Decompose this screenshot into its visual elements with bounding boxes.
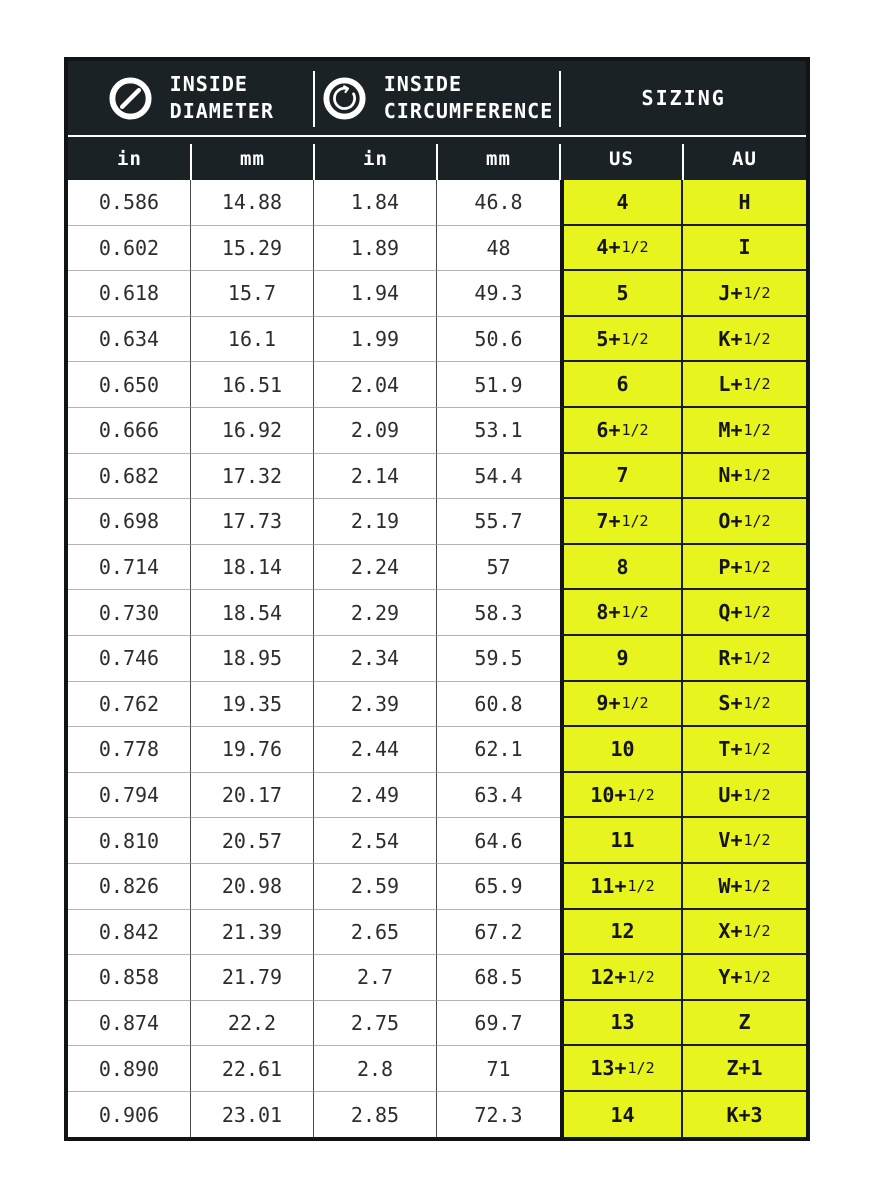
circumference-in-cell: 1.84 bbox=[314, 180, 437, 226]
us-size-cell: 11 bbox=[560, 818, 683, 864]
diameter-in-cell: 0.906 bbox=[68, 1092, 191, 1138]
diameter-in-cell: 0.602 bbox=[68, 226, 191, 272]
us-size-cell: 14 bbox=[560, 1092, 683, 1138]
half-fraction: 1/2 bbox=[621, 694, 649, 713]
diameter-mm-cell: 23.01 bbox=[191, 1092, 314, 1138]
diameter-in-cell: 0.746 bbox=[68, 636, 191, 682]
us-size-cell: 13 bbox=[560, 1001, 683, 1047]
us-size-cell: 8+ 1/2 bbox=[560, 590, 683, 636]
column-header-us: US bbox=[560, 137, 683, 180]
table-row bbox=[68, 590, 806, 636]
diameter-in-cell: 0.874 bbox=[68, 1001, 191, 1047]
table-row bbox=[68, 271, 806, 317]
diameter-mm-cell: 18.14 bbox=[191, 545, 314, 591]
circumference-mm-cell: 54.4 bbox=[437, 454, 560, 500]
diameter-mm-cell: 21.39 bbox=[191, 910, 314, 956]
diameter-mm-cell: 19.76 bbox=[191, 727, 314, 773]
table-row bbox=[68, 499, 806, 545]
au-size-cell: T+ 1/2 bbox=[683, 727, 806, 773]
table-row bbox=[68, 682, 806, 728]
diameter-mm-cell: 19.35 bbox=[191, 682, 314, 728]
us-size-cell: 8 bbox=[560, 545, 683, 591]
us-size-cell: 13+ 1/2 bbox=[560, 1046, 683, 1092]
diameter-mm-cell: 22.2 bbox=[191, 1001, 314, 1047]
diameter-in-cell: 0.650 bbox=[68, 362, 191, 408]
us-size-cell: 9+ 1/2 bbox=[560, 682, 683, 728]
table-header bbox=[68, 61, 806, 180]
au-size-cell: U+ 1/2 bbox=[683, 773, 806, 819]
column-header-diameter-mm: mm bbox=[191, 137, 314, 180]
half-fraction: 1/2 bbox=[627, 785, 655, 804]
table-row bbox=[68, 226, 806, 272]
diameter-mm-cell: 20.98 bbox=[191, 864, 314, 910]
half-fraction: 1/2 bbox=[743, 739, 771, 758]
au-size-cell: I bbox=[683, 226, 806, 272]
au-size-cell: M+ 1/2 bbox=[683, 408, 806, 454]
column-header-row bbox=[68, 137, 806, 180]
half-fraction: 1/2 bbox=[743, 466, 771, 485]
half-fraction: 1/2 bbox=[743, 557, 771, 576]
circumference-in-cell: 2.54 bbox=[314, 818, 437, 864]
au-size-cell: H bbox=[683, 180, 806, 226]
circumference-in-cell: 1.99 bbox=[314, 317, 437, 363]
us-size-cell: 6 bbox=[560, 362, 683, 408]
diameter-in-cell: 0.666 bbox=[68, 408, 191, 454]
us-size-cell: 7+ 1/2 bbox=[560, 499, 683, 545]
column-header-diameter-in: in bbox=[68, 137, 191, 180]
circumference-in-cell: 2.75 bbox=[314, 1001, 437, 1047]
table-row bbox=[68, 636, 806, 682]
table-row bbox=[68, 864, 806, 910]
diameter-in-cell: 0.890 bbox=[68, 1046, 191, 1092]
inside-diameter-label: INSIDE DIAMETER bbox=[169, 72, 274, 123]
au-size-cell: K+3 bbox=[683, 1092, 806, 1138]
circumference-mm-cell: 57 bbox=[437, 545, 560, 591]
diameter-mm-cell: 16.92 bbox=[191, 408, 314, 454]
half-fraction: 1/2 bbox=[743, 420, 771, 439]
table-row bbox=[68, 955, 806, 1001]
au-size-cell: J+ 1/2 bbox=[683, 271, 806, 317]
half-fraction: 1/2 bbox=[621, 238, 649, 257]
circumference-mm-cell: 65.9 bbox=[437, 864, 560, 910]
us-size-cell: 5 bbox=[560, 271, 683, 317]
diameter-mm-cell: 16.51 bbox=[191, 362, 314, 408]
inside-diameter-group bbox=[68, 61, 313, 135]
diameter-in-cell: 0.698 bbox=[68, 499, 191, 545]
diameter-in-cell: 0.634 bbox=[68, 317, 191, 363]
circumference-mm-cell: 67.2 bbox=[437, 910, 560, 956]
circumference-mm-cell: 53.1 bbox=[437, 408, 560, 454]
circumference-mm-cell: 69.7 bbox=[437, 1001, 560, 1047]
diameter-mm-cell: 14.88 bbox=[191, 180, 314, 226]
au-size-cell: X+ 1/2 bbox=[683, 910, 806, 956]
half-fraction: 1/2 bbox=[743, 648, 771, 667]
half-fraction: 1/2 bbox=[743, 603, 771, 622]
column-header-au: AU bbox=[732, 147, 757, 170]
diameter-mm-cell: 17.73 bbox=[191, 499, 314, 545]
us-size-cell: 11+ 1/2 bbox=[560, 864, 683, 910]
circumference-icon bbox=[321, 75, 368, 122]
table-row bbox=[68, 180, 806, 226]
half-fraction: 1/2 bbox=[627, 1059, 655, 1078]
circumference-mm-cell: 62.1 bbox=[437, 727, 560, 773]
sizing-group bbox=[561, 61, 806, 135]
us-size-cell: 4+ 1/2 bbox=[560, 226, 683, 272]
inside-circumference-group bbox=[315, 61, 560, 135]
circumference-mm-cell: 58.3 bbox=[437, 590, 560, 636]
half-fraction: 1/2 bbox=[743, 329, 771, 348]
table-body bbox=[68, 180, 806, 1137]
circumference-in-cell: 2.09 bbox=[314, 408, 437, 454]
circumference-mm-cell: 48 bbox=[437, 226, 560, 272]
half-fraction: 1/2 bbox=[743, 283, 771, 302]
us-size-cell: 10+ 1/2 bbox=[560, 773, 683, 819]
circumference-in-cell: 2.7 bbox=[314, 955, 437, 1001]
circumference-in-cell: 2.24 bbox=[314, 545, 437, 591]
circumference-mm-cell: 68.5 bbox=[437, 955, 560, 1001]
au-size-cell: R+ 1/2 bbox=[683, 636, 806, 682]
table-row bbox=[68, 727, 806, 773]
table-row bbox=[68, 773, 806, 819]
half-fraction: 1/2 bbox=[743, 511, 771, 530]
diameter-in-cell: 0.826 bbox=[68, 864, 191, 910]
diameter-in-cell: 0.794 bbox=[68, 773, 191, 819]
table-row bbox=[68, 454, 806, 500]
table-row bbox=[68, 317, 806, 363]
circumference-mm-cell: 49.3 bbox=[437, 271, 560, 317]
half-fraction: 1/2 bbox=[743, 967, 771, 986]
circumference-mm-cell: 71 bbox=[437, 1046, 560, 1092]
circumference-in-cell: 2.19 bbox=[314, 499, 437, 545]
circumference-mm-cell: 63.4 bbox=[437, 773, 560, 819]
circumference-mm-cell: 51.9 bbox=[437, 362, 560, 408]
table-row bbox=[68, 910, 806, 956]
table-row bbox=[68, 1046, 806, 1092]
au-size-cell: W+ 1/2 bbox=[683, 864, 806, 910]
au-size-cell: Y+ 1/2 bbox=[683, 955, 806, 1001]
diameter-mm-cell: 17.32 bbox=[191, 454, 314, 500]
column-header-circumference-mm: mm bbox=[437, 137, 560, 180]
column-header-circumference-in: in bbox=[314, 137, 437, 180]
table-row bbox=[68, 545, 806, 591]
circumference-in-cell: 2.8 bbox=[314, 1046, 437, 1092]
half-fraction: 1/2 bbox=[743, 785, 771, 804]
diameter-icon bbox=[107, 75, 154, 122]
circumference-in-cell: 2.14 bbox=[314, 454, 437, 500]
diameter-in-cell: 0.858 bbox=[68, 955, 191, 1001]
circumference-mm-cell: 50.6 bbox=[437, 317, 560, 363]
diameter-in-cell: 0.714 bbox=[68, 545, 191, 591]
au-size-cell: Z bbox=[683, 1001, 806, 1047]
diameter-mm-cell: 21.79 bbox=[191, 955, 314, 1001]
au-size-cell: S+ 1/2 bbox=[683, 682, 806, 728]
us-size-cell: 12 bbox=[560, 910, 683, 956]
table-row bbox=[68, 408, 806, 454]
half-fraction: 1/2 bbox=[621, 511, 649, 530]
half-fraction: 1/2 bbox=[627, 876, 655, 895]
sizing-label: SIZING bbox=[641, 85, 726, 110]
diameter-mm-cell: 16.1 bbox=[191, 317, 314, 363]
half-fraction: 1/2 bbox=[621, 420, 649, 439]
au-size-cell: N+ 1/2 bbox=[683, 454, 806, 500]
circumference-in-cell: 2.65 bbox=[314, 910, 437, 956]
table-row bbox=[68, 362, 806, 408]
half-fraction: 1/2 bbox=[621, 603, 649, 622]
au-size-cell: Z+1 bbox=[683, 1046, 806, 1092]
circumference-mm-cell: 55.7 bbox=[437, 499, 560, 545]
circumference-mm-cell: 60.8 bbox=[437, 682, 560, 728]
table-row bbox=[68, 1092, 806, 1138]
us-size-cell: 4 bbox=[560, 180, 683, 226]
us-size-cell: 5+ 1/2 bbox=[560, 317, 683, 363]
us-size-cell: 6+ 1/2 bbox=[560, 408, 683, 454]
circumference-mm-cell: 46.8 bbox=[437, 180, 560, 226]
half-fraction: 1/2 bbox=[743, 375, 771, 394]
diameter-in-cell: 0.842 bbox=[68, 910, 191, 956]
half-fraction: 1/2 bbox=[743, 922, 771, 941]
table-row bbox=[68, 818, 806, 864]
diameter-in-cell: 0.586 bbox=[68, 180, 191, 226]
diameter-mm-cell: 15.7 bbox=[191, 271, 314, 317]
half-fraction: 1/2 bbox=[621, 329, 649, 348]
ring-size-table bbox=[64, 57, 810, 1141]
diameter-in-cell: 0.618 bbox=[68, 271, 191, 317]
au-size-cell: L+ 1/2 bbox=[683, 362, 806, 408]
circumference-in-cell: 2.39 bbox=[314, 682, 437, 728]
group-header-row bbox=[68, 61, 806, 135]
diameter-in-cell: 0.682 bbox=[68, 454, 191, 500]
au-size-cell: V+ 1/2 bbox=[683, 818, 806, 864]
circumference-in-cell: 2.85 bbox=[314, 1092, 437, 1138]
inside-circumference-label: INSIDE CIRCUMFERENCE bbox=[383, 72, 554, 123]
half-fraction: 1/2 bbox=[627, 967, 655, 986]
circumference-in-cell: 2.29 bbox=[314, 590, 437, 636]
circumference-mm-cell: 59.5 bbox=[437, 636, 560, 682]
us-size-cell: 10 bbox=[560, 727, 683, 773]
us-size-cell: 12+ 1/2 bbox=[560, 955, 683, 1001]
circumference-in-cell: 1.94 bbox=[314, 271, 437, 317]
circumference-in-cell: 2.49 bbox=[314, 773, 437, 819]
au-size-cell: K+ 1/2 bbox=[683, 317, 806, 363]
diameter-mm-cell: 20.17 bbox=[191, 773, 314, 819]
us-size-cell: 7 bbox=[560, 454, 683, 500]
diameter-mm-cell: 15.29 bbox=[191, 226, 314, 272]
circumference-mm-cell: 64.6 bbox=[437, 818, 560, 864]
diameter-mm-cell: 22.61 bbox=[191, 1046, 314, 1092]
diameter-in-cell: 0.778 bbox=[68, 727, 191, 773]
au-size-cell: Q+ 1/2 bbox=[683, 590, 806, 636]
diameter-in-cell: 0.810 bbox=[68, 818, 191, 864]
half-fraction: 1/2 bbox=[743, 694, 771, 713]
table-row bbox=[68, 1001, 806, 1047]
circumference-in-cell: 2.34 bbox=[314, 636, 437, 682]
diameter-in-cell: 0.762 bbox=[68, 682, 191, 728]
diameter-mm-cell: 18.54 bbox=[191, 590, 314, 636]
circumference-in-cell: 2.44 bbox=[314, 727, 437, 773]
circumference-in-cell: 2.59 bbox=[314, 864, 437, 910]
us-size-cell: 9 bbox=[560, 636, 683, 682]
half-fraction: 1/2 bbox=[743, 876, 771, 895]
au-size-cell: P+ 1/2 bbox=[683, 545, 806, 591]
circumference-mm-cell: 72.3 bbox=[437, 1092, 560, 1138]
diameter-in-cell: 0.730 bbox=[68, 590, 191, 636]
half-fraction: 1/2 bbox=[743, 831, 771, 850]
circumference-in-cell: 1.89 bbox=[314, 226, 437, 272]
circumference-in-cell: 2.04 bbox=[314, 362, 437, 408]
diameter-mm-cell: 18.95 bbox=[191, 636, 314, 682]
au-size-cell: O+ 1/2 bbox=[683, 499, 806, 545]
diameter-mm-cell: 20.57 bbox=[191, 818, 314, 864]
